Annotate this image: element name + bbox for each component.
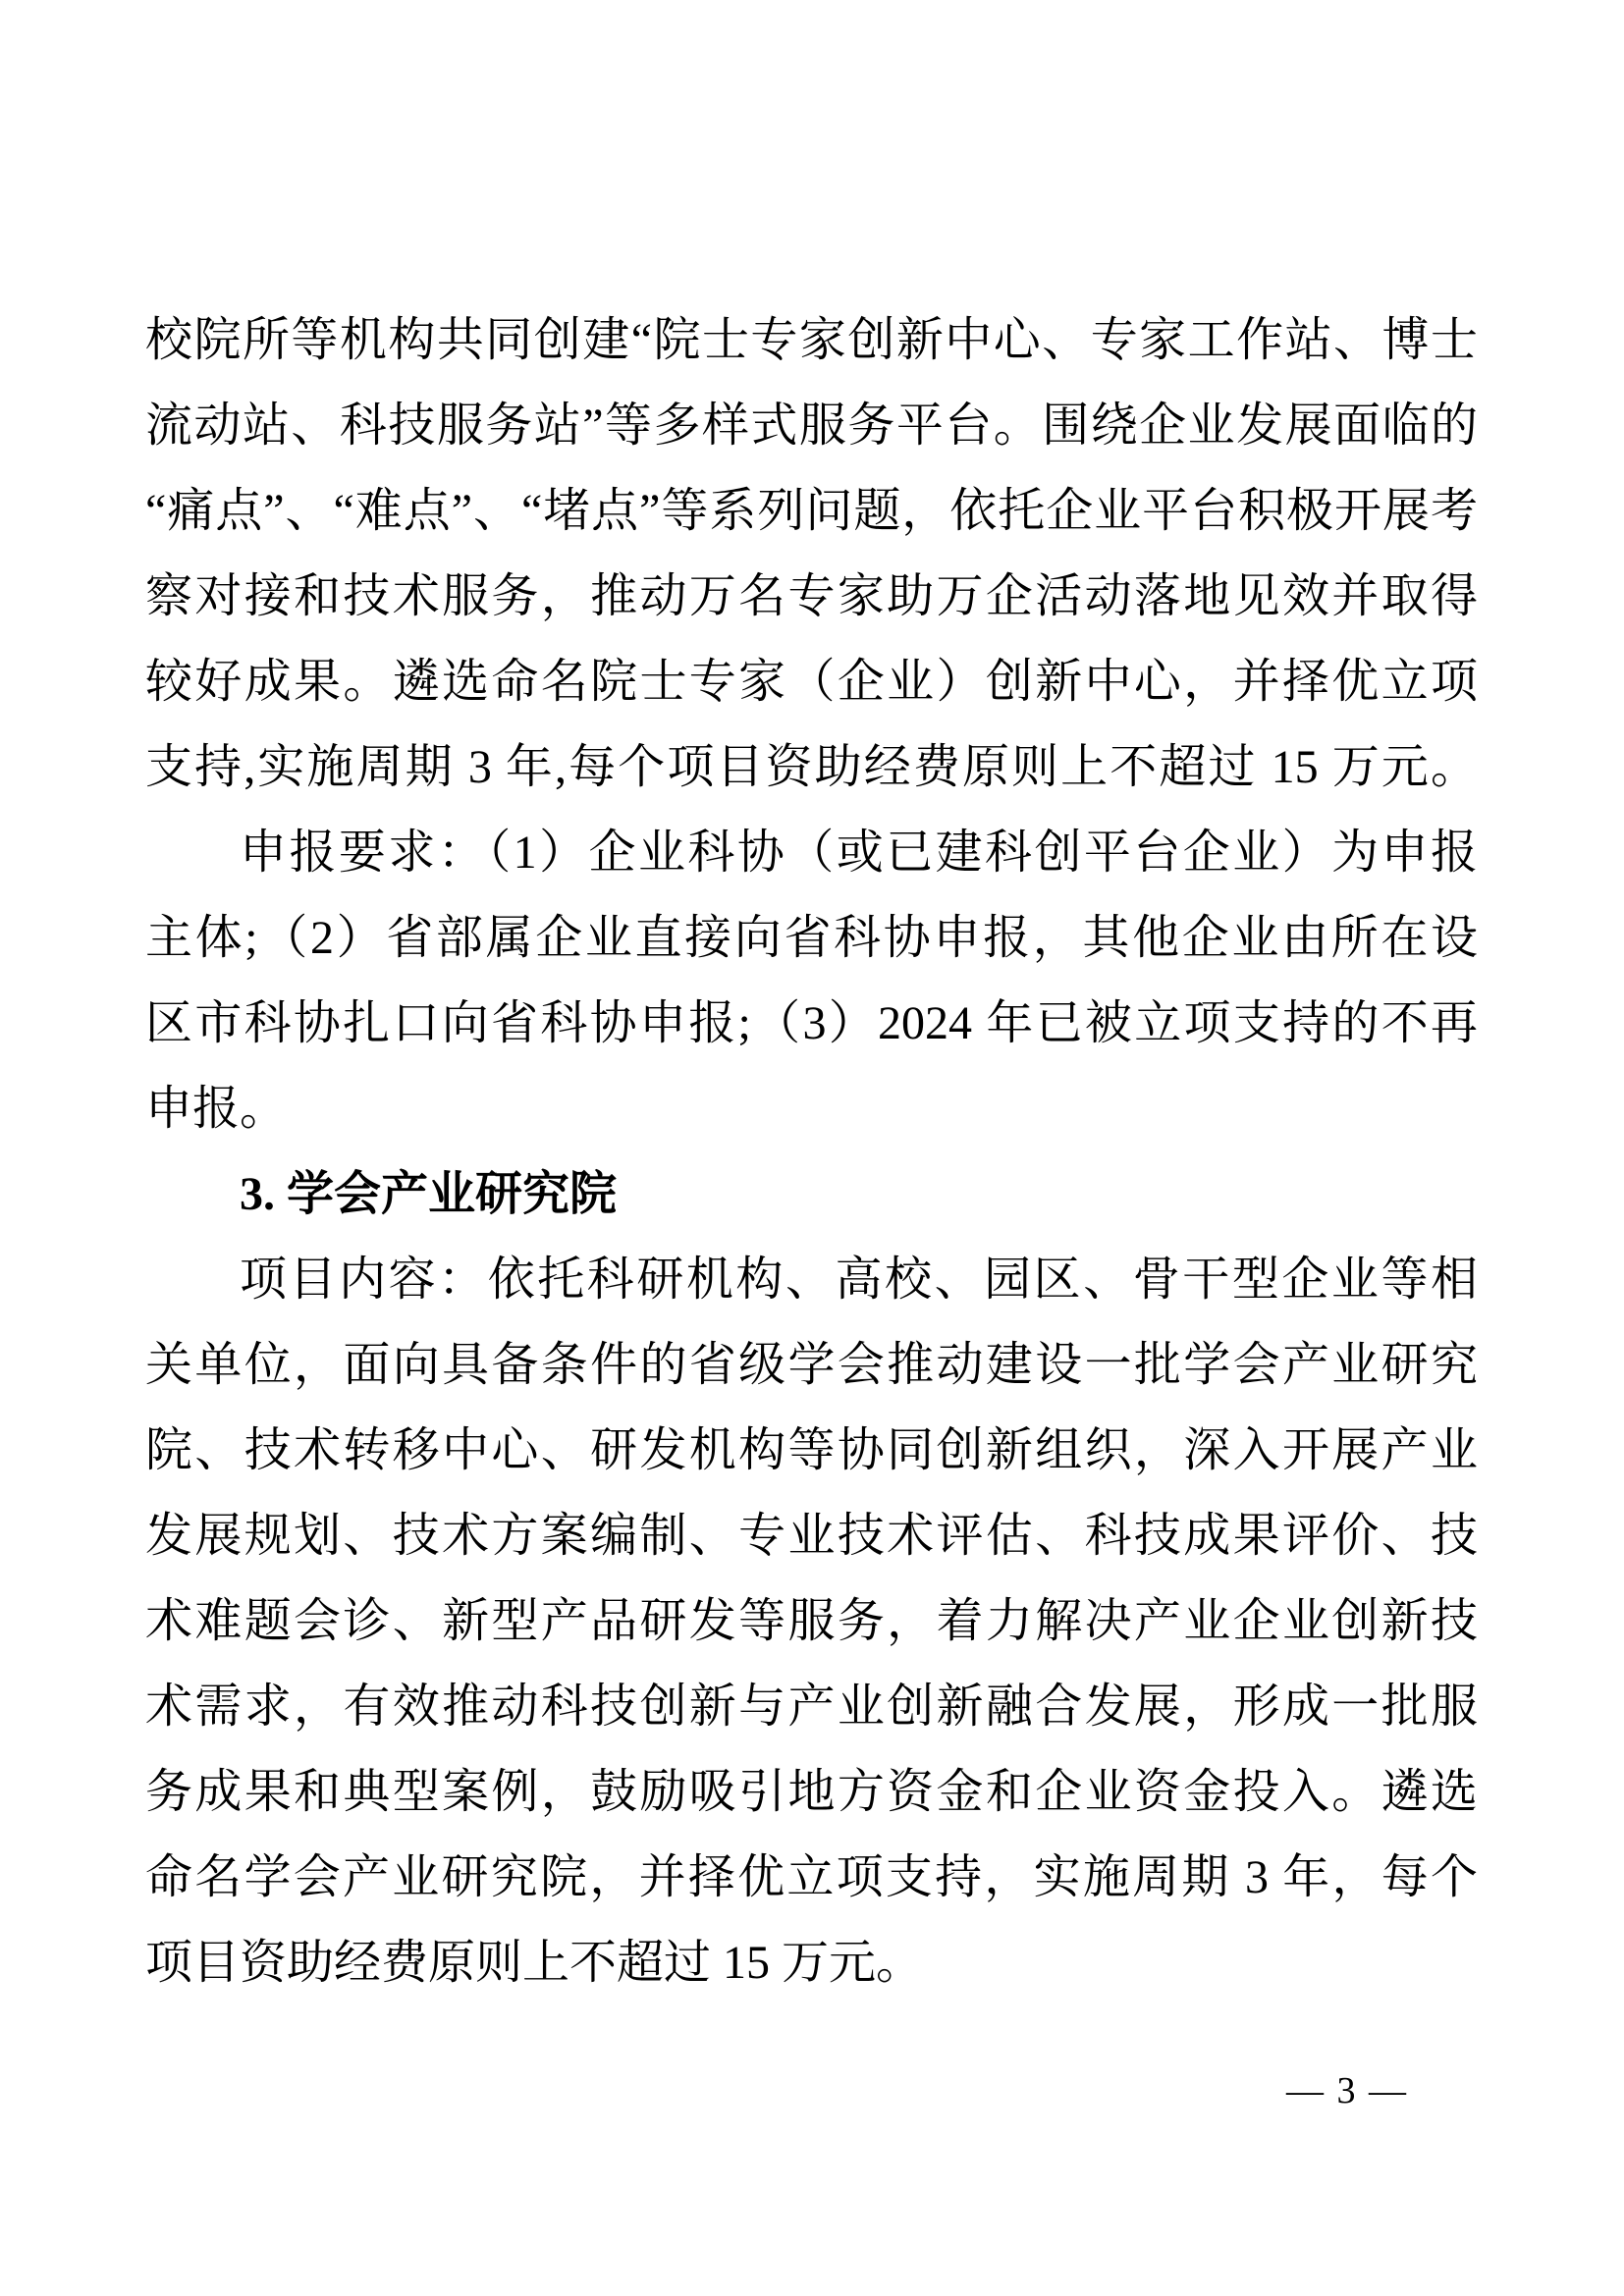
text-line-paragraph-start: 申报要求：（1）企业科协（或已建科创平台企业）为申报 — [240, 827, 1478, 879]
text-line: 命名学会产业研究院，并择优立项支持，实施周期 3 年，每个 — [145, 1851, 1478, 1903]
text-line: 较好成果。遴选命名院士专家（企业）创新中心，并择优立项 — [145, 656, 1478, 708]
text-line-paragraph-end: 项目资助经费原则上不超过 15 万元。 — [145, 1937, 924, 1989]
text-line: 察对接和技术服务，推动万名专家助万企活动落地见效并取得 — [145, 570, 1478, 622]
page-number: — 3 — — [1286, 2070, 1408, 2111]
text-line: 主体;（2）省部属企业直接向省科协申报，其他企业由所在设 — [145, 912, 1478, 964]
text-line: 区市科协扎口向省科协申报;（3）2024 年已被立项支持的不再 — [145, 997, 1478, 1049]
text-line: 校院所等机构共同创建“院士专家创新中心、专家工作站、博士 — [145, 314, 1478, 366]
text-line: 流动站、科技服务站”等多样式服务平台。围绕企业发展面临的 — [145, 400, 1478, 452]
text-line: 发展规划、技术方案编制、专业技术评估、科技成果评价、技 — [145, 1510, 1478, 1562]
text-line: “痛点”、“难点”、“堵点”等系列问题，依托企业平台积极开展考 — [145, 485, 1478, 537]
text-line: 务成果和典型案例，鼓励吸引地方资金和企业资金投入。遴选 — [145, 1766, 1478, 1818]
text-line: 院、技术转移中心、研发机构等协同创新组织，深入开展产业 — [145, 1424, 1478, 1476]
text-line-paragraph-end: 申报。 — [145, 1083, 288, 1135]
text-line-paragraph-start: 项目内容：依托科研机构、高校、园区、骨干型企业等相 — [240, 1254, 1478, 1306]
text-line: 术难题会诊、新型产品研发等服务，着力解决产业企业创新技 — [145, 1595, 1478, 1647]
section-heading: 3. 学会产业研究院 — [240, 1168, 618, 1220]
document-body — [145, 297, 1478, 2005]
text-line: 术需求，有效推动科技创新与产业创新融合发展，形成一批服 — [145, 1681, 1478, 1733]
text-line: 支持,实施周期 3 年,每个项目资助经费原则上不超过 15 万元。 — [145, 741, 1478, 793]
text-line: 关单位，面向具备条件的省级学会推动建设一批学会产业研究 — [145, 1339, 1478, 1391]
